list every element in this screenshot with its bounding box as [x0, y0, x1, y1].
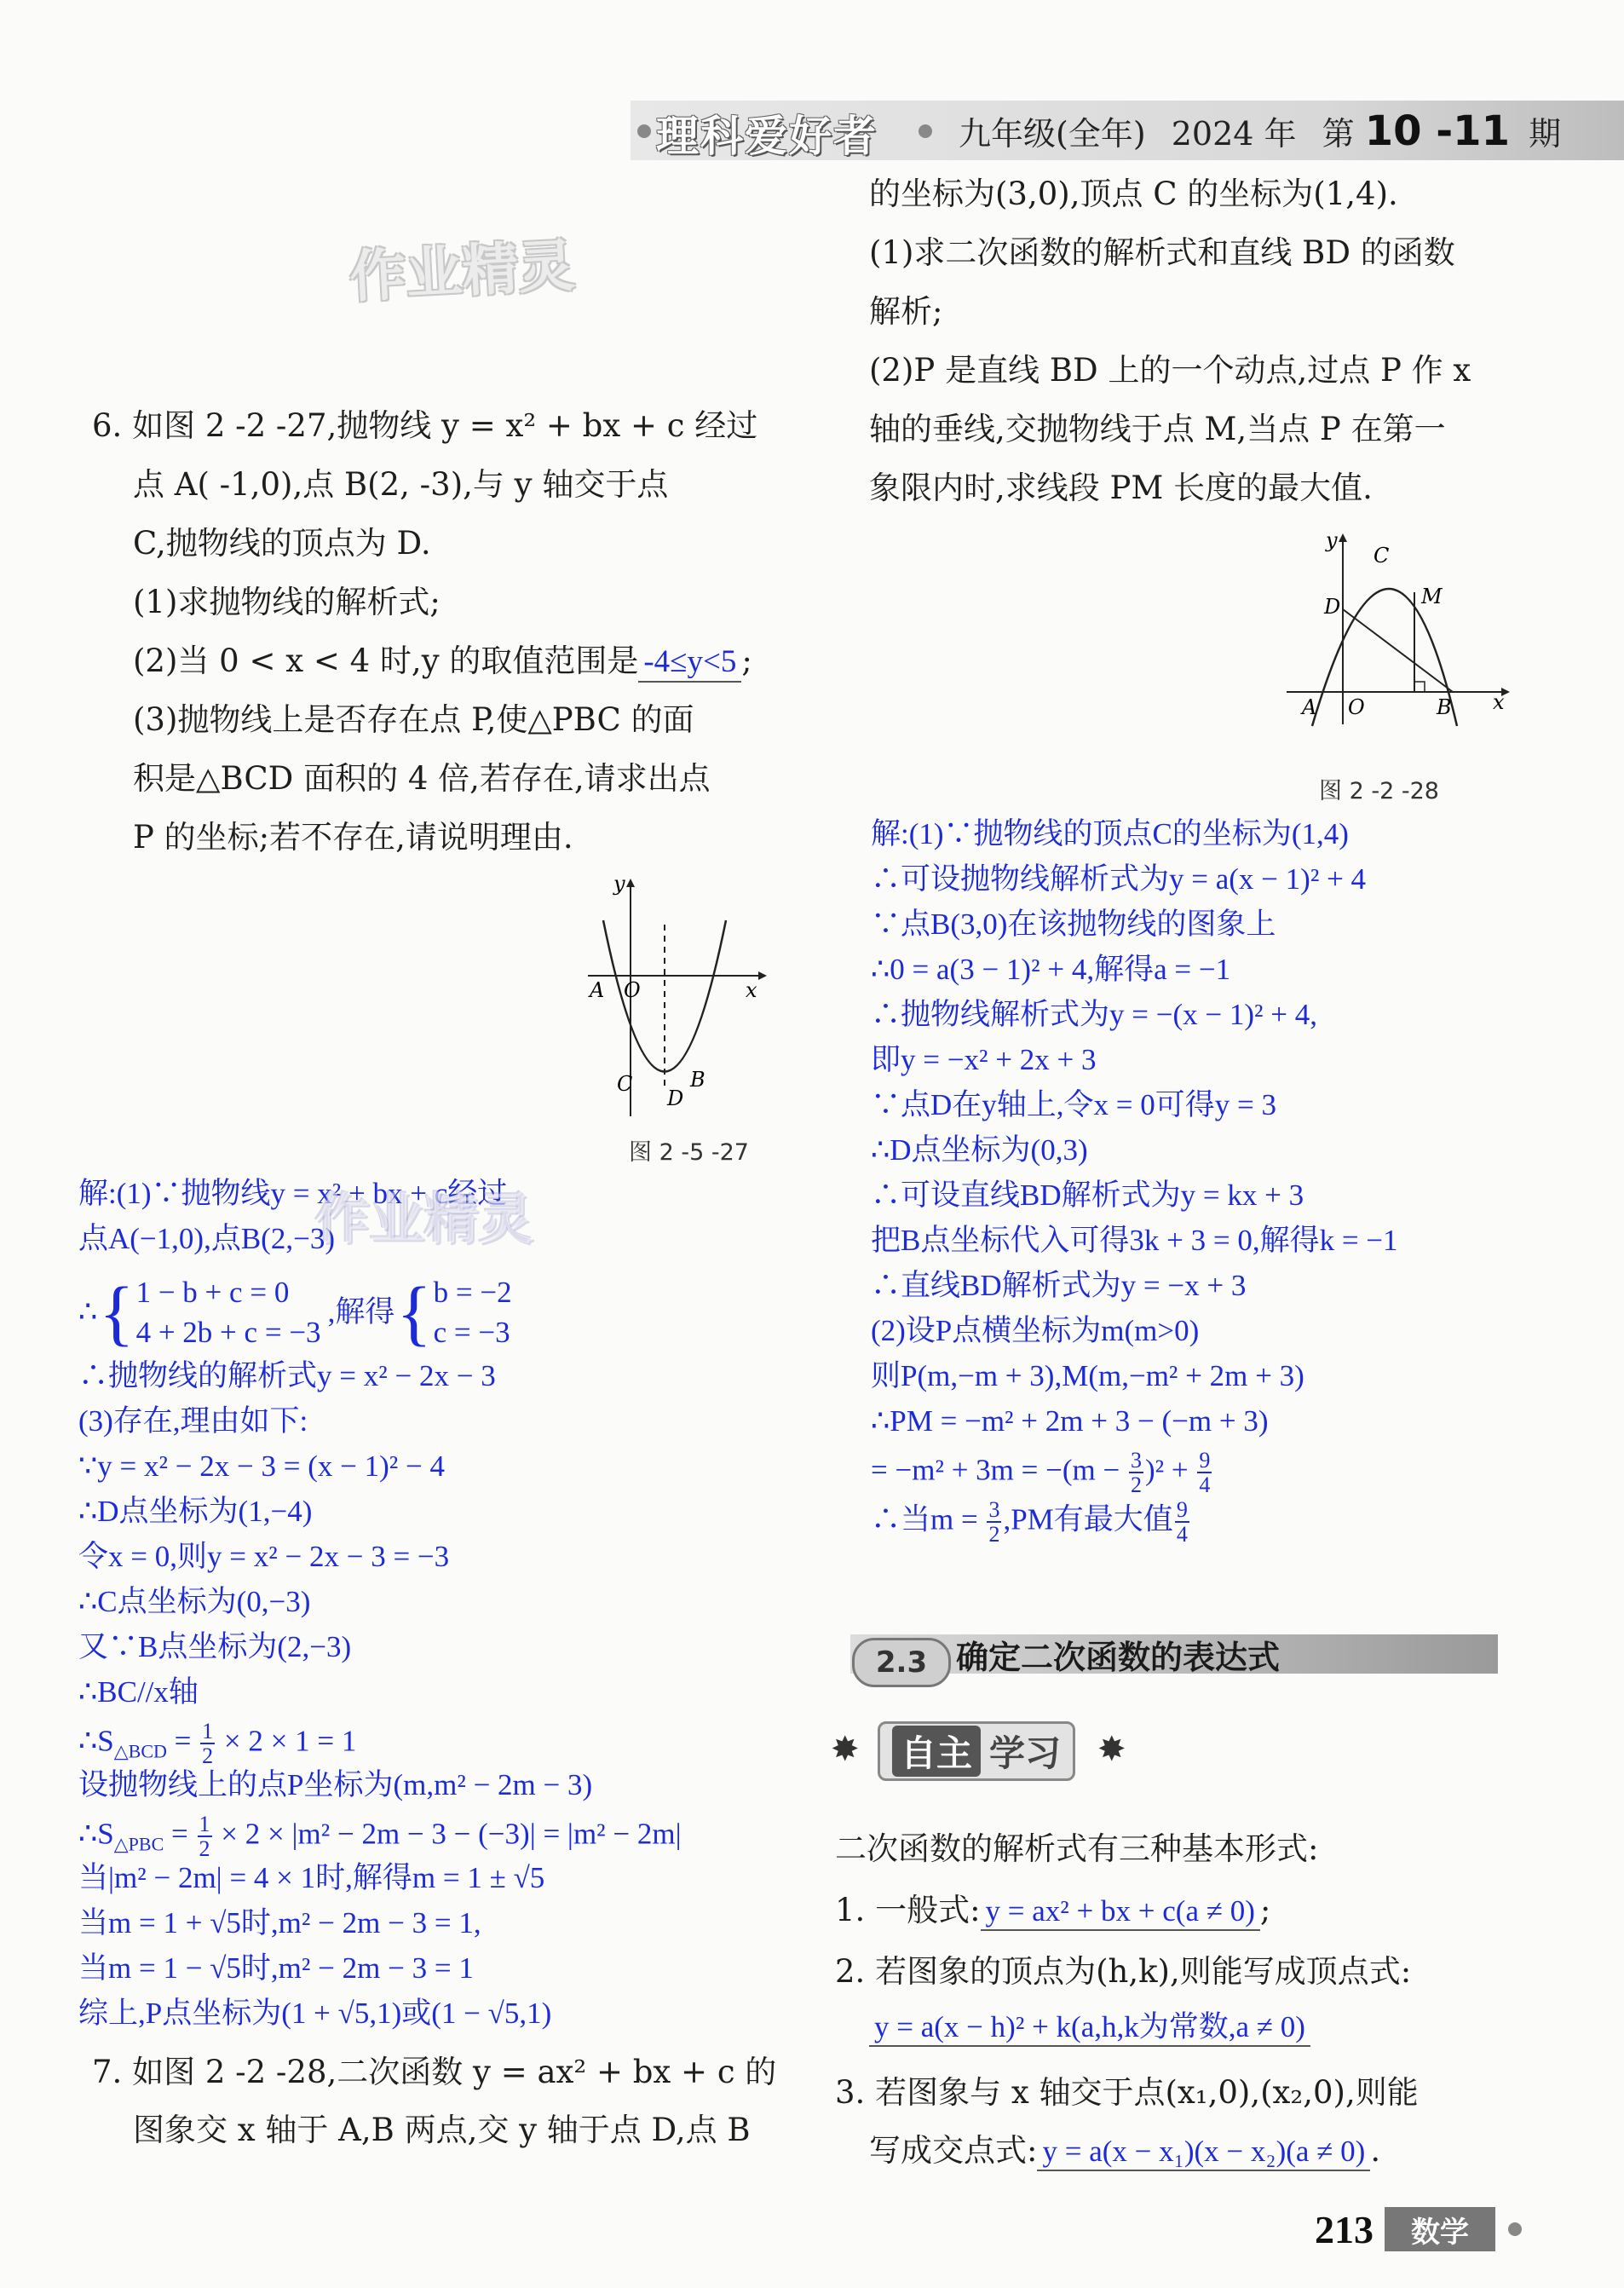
q7-line: (1)求二次函数的解析式和直线 BD 的函数 — [869, 234, 1455, 271]
frac-den: 2 — [988, 1522, 1000, 1547]
sol6-line: 当|m² − 2m| = 4 × 1时,解得m = 1 ± √5 — [78, 1861, 545, 1894]
sol7-line-frac — [871, 1498, 1398, 1547]
sol6-line: 设抛物线上的点P坐标为(m,m² − 2m − 3) — [78, 1768, 593, 1801]
frac-num: 9 — [1199, 1448, 1211, 1473]
q7-line: 图象交 x 轴于 A,B 两点,交 y 轴于点 D,点 B — [133, 2112, 751, 2148]
figure-caption-q6: 图 2 -5 -27 — [629, 1139, 749, 1166]
fig-label-B: B — [690, 1068, 705, 1092]
frac-num: 1 — [199, 1812, 210, 1836]
form-3 — [835, 2132, 1419, 2190]
fig-label-D: D — [667, 1086, 684, 1110]
s-symbol: ∴S — [78, 1817, 114, 1851]
fraction — [200, 1720, 215, 1768]
q7-line: 轴的垂线,交抛物线于点 M,当点 P 在第一 — [869, 411, 1446, 447]
form-1-answer: y = ax² + bx + c(a ≠ 0) — [981, 1893, 1260, 1931]
q6-line: 6. 如图 2 -2 -27,抛物线 y = x² + bx + c 经过 — [92, 407, 758, 444]
fig-label-B: B — [1437, 695, 1452, 719]
sol6-area-bcd — [78, 1720, 682, 1767]
sys-sol-1: b = −2 — [433, 1275, 512, 1309]
q6-blank-tail: ; — [741, 643, 752, 679]
q6-line: 积是△BCD 面积的 4 倍,若存在,请求出点 — [133, 760, 711, 797]
fig-label-M: M — [1421, 585, 1443, 608]
fig-label-D: D — [1324, 595, 1341, 619]
left-brace-icon: { — [99, 1271, 135, 1353]
section-number: 2.3 — [852, 1638, 951, 1687]
sol6-line: ∴C点坐标为(0,−3) — [78, 1585, 311, 1618]
q7-line: (2)P 是直线 BD 上的一个动点,过点 P 作 x — [869, 352, 1471, 389]
self-study-badge — [878, 1721, 1075, 1781]
fraction — [1197, 1449, 1212, 1497]
frac-num: 3 — [1131, 1448, 1143, 1473]
expr: = −m² + 3m = −(m − — [871, 1453, 1128, 1487]
s-sub: △PBC — [113, 1833, 164, 1855]
form-2-label: 2. 若图象的顶点为(h,k),则能写成顶点式: — [835, 1953, 1412, 1990]
system-left — [136, 1272, 321, 1353]
question-6 — [92, 407, 757, 878]
form-3-answer: y = a(x − x₁)(x − x₂)(a ≠ 0) — [1037, 2134, 1370, 2171]
q7-line: 7. 如图 2 -2 -28,二次函数 y = ax² + bx + c 的 — [92, 2054, 777, 2090]
form-1-tail: ; — [1259, 1892, 1271, 1928]
fraction — [198, 1813, 212, 1861]
expr: )² + — [1145, 1453, 1196, 1487]
sys-eq-1: 1 − b + c = 0 — [135, 1275, 290, 1309]
form-3-label2: 写成交点式: — [869, 2132, 1038, 2169]
q7-line: 的坐标为(3,0),顶点 C 的坐标为(1,4). — [869, 176, 1398, 212]
figure-2-2-28 — [1278, 528, 1517, 733]
frac-den: 4 — [1199, 1473, 1211, 1498]
q6-blank-answer: -4≤y<5 — [638, 643, 741, 683]
sys-mid: ,解得 — [327, 1295, 395, 1328]
header-dot-icon — [919, 124, 932, 138]
frac-den: 2 — [199, 1836, 210, 1862]
fig-label-O: O — [1348, 695, 1365, 719]
q7-line: 解析; — [869, 293, 943, 330]
sol6-line: 点A(−1,0),点B(2,−3) — [78, 1222, 335, 1255]
study-label-a: 自主 — [892, 1726, 981, 1777]
watermark: 作业精灵 — [348, 233, 577, 310]
sol7-line-frac — [871, 1449, 1398, 1498]
sol7-line: 解:(1)∵抛物线的顶点C的坐标为(1,4) — [871, 817, 1349, 850]
sol7-line: ∵点B(3,0)在该抛物线的图象上 — [871, 908, 1276, 941]
sol7-line: 即y = −x² + 2x + 3 — [871, 1043, 1097, 1076]
issue-suffix: 期 — [1529, 115, 1562, 153]
fig-label-x: x — [1493, 690, 1505, 714]
frac-num: 1 — [202, 1719, 214, 1743]
watermark-overlay: 作业精灵 — [315, 1189, 533, 1252]
form-2 — [835, 2008, 1419, 2074]
issue-line — [959, 107, 1561, 155]
sol7-line: ∴D点坐标为(0,3) — [871, 1133, 1088, 1167]
frac-num: 9 — [1176, 1497, 1188, 1522]
solution-6 — [78, 1176, 682, 2041]
sol7-line: ∴0 = a(3 − 1)² + 4,解得a = −1 — [871, 953, 1231, 986]
q6-line: (1)求抛物线的解析式; — [133, 584, 441, 620]
sol7-line: (2)设P点横坐标为m(m>0) — [871, 1314, 1200, 1347]
forms-block — [835, 1830, 1419, 2190]
form-2-answer: y = a(x − h)² + k(a,h,k为常数,a ≠ 0) — [869, 2009, 1310, 2047]
figure-2-5-27 — [579, 873, 775, 1121]
left-brace-icon: { — [396, 1271, 432, 1353]
q6-line: C,抛物线的顶点为 D. — [133, 525, 431, 562]
form-1 — [835, 1892, 1419, 1953]
sol6-line: 令x = 0,则y = x² − 2x − 3 = −3 — [78, 1540, 450, 1573]
sol6-line: ∵y = x² − 2x − 3 = (x − 1)² − 4 — [78, 1449, 445, 1483]
s-symbol: ∴S — [78, 1724, 114, 1758]
form-3-tail: . — [1370, 2132, 1381, 2169]
area-tail: × 2 × |m² − 2m − 3 − (−3)| = |m² − 2m| — [213, 1817, 682, 1851]
fig-label-A: A — [1302, 695, 1317, 719]
fig-label-A: A — [590, 978, 605, 1002]
q6-line: 点 A( -1,0),点 B(2, -3),与 y 轴交于点 — [133, 466, 669, 503]
sol7-line: 则P(m,−m + 3),M(m,−m² + 2m + 3) — [871, 1359, 1304, 1392]
header-dot-icon — [637, 124, 651, 138]
fraction — [1129, 1449, 1143, 1497]
brand-logo: 理科爱好者 — [656, 112, 878, 161]
sol6-line: ∴抛物线的解析式y = x² − 2x − 3 — [78, 1359, 496, 1392]
section-title: 确定二次函数的表达式 — [956, 1639, 1281, 1676]
star-icon: ✸ — [1097, 1730, 1126, 1769]
fig-label-x: x — [746, 978, 757, 1002]
eq: = — [164, 1817, 196, 1851]
sol7-line: ∴抛物线解析式为y = −(x − 1)² + 4, — [871, 998, 1318, 1031]
sol6-line: ∴BC//x轴 — [78, 1675, 199, 1709]
q6-part2: (2)当 0 < x < 4 时,y 的取值范围是 — [133, 643, 639, 679]
q6-line: P 的坐标;若不存在,请说明理由. — [133, 819, 573, 856]
fraction — [987, 1498, 1001, 1547]
sol7-line: ∴可设直线BD解析式为y = kx + 3 — [871, 1179, 1304, 1212]
study-label-b: 学习 — [989, 1732, 1062, 1774]
q6-line: (3)抛物线上是否存在点 P,使△PBC 的面 — [133, 701, 694, 738]
sys-eq-2: 4 + 2b + c = −3 — [135, 1316, 321, 1349]
sol6-system — [78, 1266, 682, 1358]
subject-tag: 数学 — [1385, 2207, 1495, 2251]
expr: ∴当m = — [871, 1502, 986, 1536]
fraction — [1175, 1498, 1189, 1547]
forms-intro: 二次函数的解析式有三种基本形式: — [835, 1830, 1319, 1867]
expr: ,PM有最大值 — [1003, 1502, 1173, 1536]
frac-den: 4 — [1176, 1522, 1188, 1547]
figure-caption-q7: 图 2 -2 -28 — [1319, 778, 1439, 804]
q7-line: 象限内时,求线段 PM 长度的最大值. — [869, 470, 1373, 506]
area-tail: × 2 × 1 = 1 — [216, 1724, 357, 1758]
sol7-line: 把B点坐标代入可得3k + 3 = 0,解得k = −1 — [871, 1224, 1398, 1257]
issue-prefix: 第 — [1322, 115, 1355, 153]
sol6-area-pbc — [78, 1813, 682, 1860]
s-sub: △BCD — [113, 1740, 167, 1762]
question-7-cont — [869, 176, 1471, 528]
sol6-line: 当m = 1 + √5时,m² − 2m − 3 = 1, — [78, 1906, 481, 1939]
form-1-label: 1. 一般式: — [835, 1892, 981, 1928]
fig-label-C: C — [617, 1072, 633, 1096]
sys-sol-2: c = −3 — [433, 1316, 510, 1349]
year: 2024 年 — [1171, 115, 1297, 153]
sol7-line: ∵点D在y轴上,令x = 0可得y = 3 — [871, 1088, 1277, 1121]
sys-prefix: ∴ — [78, 1295, 98, 1328]
sol6-line: (3)存在,理由如下: — [78, 1404, 308, 1438]
sol7-line: ∴直线BD解析式为y = −x + 3 — [871, 1269, 1247, 1302]
footer-dot-icon — [1508, 2222, 1522, 2236]
frac-den: 2 — [202, 1743, 214, 1769]
fig-label-y: y — [613, 873, 625, 896]
page-number: 213 — [1315, 2208, 1373, 2251]
fig-label-O: O — [624, 978, 641, 1002]
system-right — [434, 1272, 512, 1353]
frac-den: 2 — [1131, 1473, 1143, 1498]
issue-number: 10 -11 — [1364, 107, 1510, 155]
frac-num: 3 — [988, 1497, 1000, 1522]
question-7-start — [92, 2054, 776, 2170]
fig-label-y: y — [1326, 528, 1338, 552]
fig-label-C: C — [1373, 544, 1390, 568]
sol7-line: ∴可设抛物线解析式为y = a(x − 1)² + 4 — [871, 862, 1367, 896]
star-icon: ✸ — [831, 1730, 860, 1769]
grade: 九年级(全年) — [959, 115, 1146, 153]
form-3-label: 3. 若图象与 x 轴交于点(x₁,0),(x₂,0),则能 — [835, 2074, 1419, 2111]
sol6-line: 综上,P点坐标为(1 + √5,1)或(1 − √5,1) — [78, 1997, 552, 2030]
sol7-line: ∴PM = −m² + 2m + 3 − (−m + 3) — [871, 1404, 1269, 1438]
sol6-line: ∴D点坐标为(1,−4) — [78, 1495, 313, 1528]
solution-7 — [871, 816, 1398, 1547]
sol6-line: 又∵B点坐标为(2,−3) — [78, 1630, 352, 1663]
sol6-line: 当m = 1 − √5时,m² − 2m − 3 = 1 — [78, 1951, 474, 1985]
eq: = — [166, 1724, 199, 1758]
sol6-line: 解:(1)∵抛物线y = x² + bx + c经过 — [78, 1177, 508, 1210]
q6-line — [92, 643, 757, 701]
